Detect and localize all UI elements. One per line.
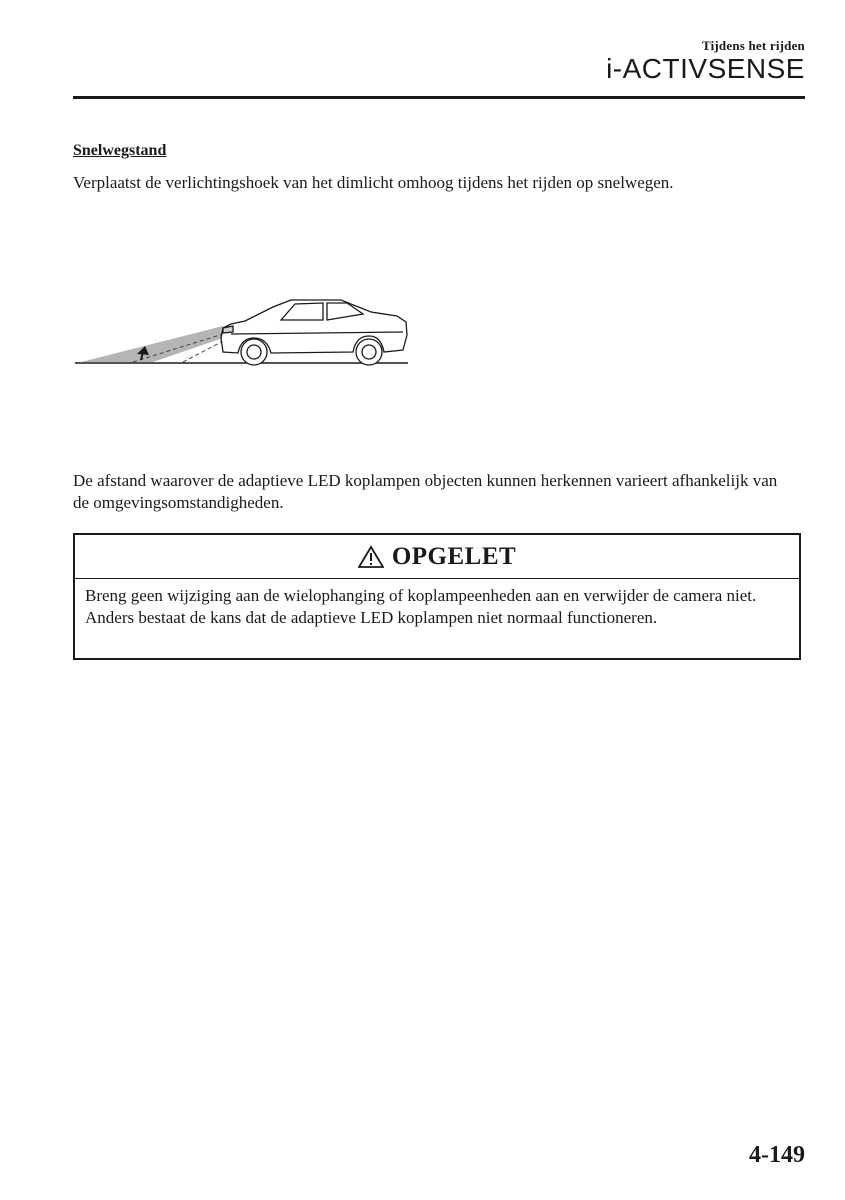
headlight-beam-icon — [81, 326, 225, 362]
chapter-title: i-ACTIVSENSE — [606, 53, 805, 84]
caution-title: OPGELET — [391, 542, 517, 570]
car-side-icon — [221, 300, 407, 365]
warning-triangle-icon — [358, 545, 384, 569]
section-heading: Snelwegstand — [73, 142, 167, 159]
page-number: 4-149 — [749, 1142, 805, 1168]
caution-box — [73, 533, 801, 660]
section-description: Verplaatst de verlichtingshoek van het dimlicht omhoog tijdens het rijden op snelwegen. — [73, 173, 674, 192]
caution-text: Breng geen wijziging aan de wielophanging of koplampeenheden aan en verwijder de camera niet. Anders bestaat de kans dat de adaptieve LED koplampen niet normaal functioneren. — [85, 586, 757, 627]
chapter-subtitle: Tijdens het rijden — [701, 38, 805, 53]
header-rule — [73, 96, 805, 99]
highway-mode-illustration — [73, 290, 413, 370]
caution-header — [75, 535, 799, 579]
body-paragraph: De afstand waarover de adaptieve LED koplampen objecten kunnen herkennen varieert afhankelijk van de omgevingsomstandigheden. — [73, 471, 778, 512]
